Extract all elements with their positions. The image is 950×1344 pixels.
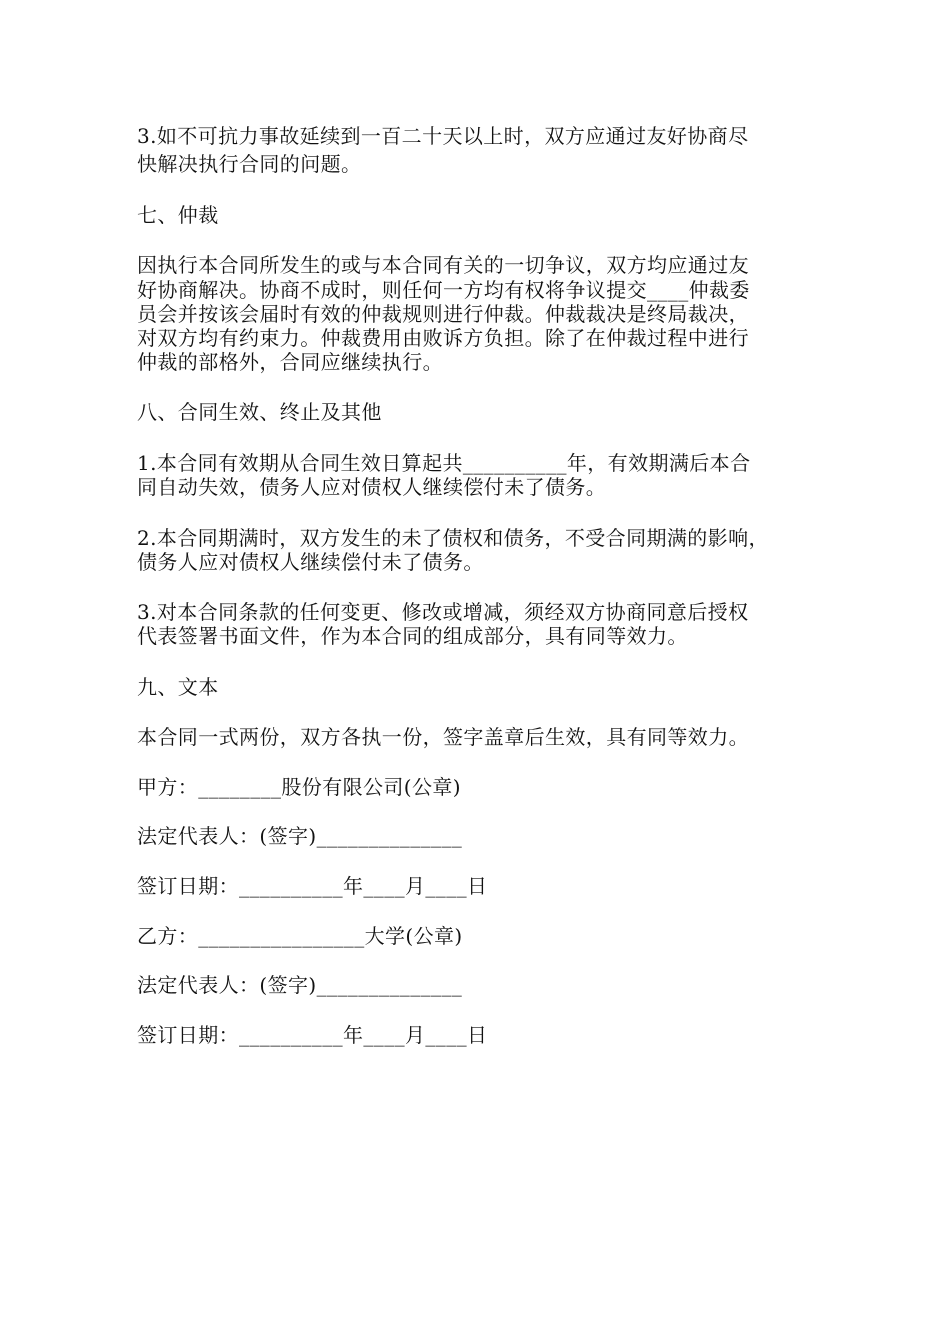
- section-heading-effectiveness: 八、合同生效、终止及其他: [137, 400, 382, 424]
- section-heading-arbitration: 七、仲裁: [137, 203, 219, 227]
- party-a-line: 甲方：________股份有限公司(公章): [137, 775, 462, 799]
- arbitration-paragraph-line-2: 好协商解决。协商不成时，则任何一方均有权将争议提交____仲裁委: [137, 278, 750, 302]
- arbitration-paragraph-line-1: 因执行本合同所发生的或与本合同有关的一切争议，双方均应通过友: [137, 253, 749, 277]
- party-a-representative-line: 法定代表人：(签字)______________: [137, 824, 463, 848]
- party-a-signing-date-line: 签订日期：__________年____月____日: [137, 874, 488, 898]
- force-majeure-clause-3-line-2: 快解决执行合同的问题。: [137, 152, 362, 176]
- section-heading-text: 九、文本: [137, 675, 219, 699]
- copies-statement: 本合同一式两份，双方各执一份，签字盖章后生效，具有同等效力。: [137, 725, 749, 749]
- arbitration-paragraph-line-3: 员会并按该会届时有效的仲裁规则进行仲裁。仲裁裁决是终局裁决，: [137, 302, 749, 326]
- arbitration-paragraph-line-4: 对双方均有约束力。仲裁费用由败诉方负担。除了在仲裁过程中进行: [137, 326, 749, 350]
- party-b-signing-date-line: 签订日期：__________年____月____日: [137, 1023, 488, 1047]
- force-majeure-clause-3-line-1: 3.如不可抗力事故延续到一百二十天以上时，双方应通过友好协商尽: [137, 124, 749, 148]
- arbitration-paragraph-line-5: 仲裁的部格外，合同应继续执行。: [137, 350, 443, 374]
- party-b-representative-line: 法定代表人：(签字)______________: [137, 973, 463, 997]
- effectiveness-clause-2-line-1: 2.本合同期满时，双方发生的未了债权和债务，不受合同期满的影响，: [137, 526, 769, 550]
- effectiveness-clause-3-line-1: 3.对本合同条款的任何变更、修改或增减，须经双方协商同意后授权: [137, 600, 749, 624]
- effectiveness-clause-1-line-2: 同自动失效，债务人应对债权人继续偿付未了债务。: [137, 475, 607, 499]
- effectiveness-clause-2-line-2: 债务人应对债权人继续偿付未了债务。: [137, 550, 484, 574]
- effectiveness-clause-3-line-2: 代表签署书面文件，作为本合同的组成部分，具有同等效力。: [137, 624, 688, 648]
- party-b-line: 乙方：________________大学(公章): [137, 924, 463, 948]
- effectiveness-clause-1-line-1: 1.本合同有效期从合同生效日算起共__________年，有效期满后本合: [137, 451, 751, 475]
